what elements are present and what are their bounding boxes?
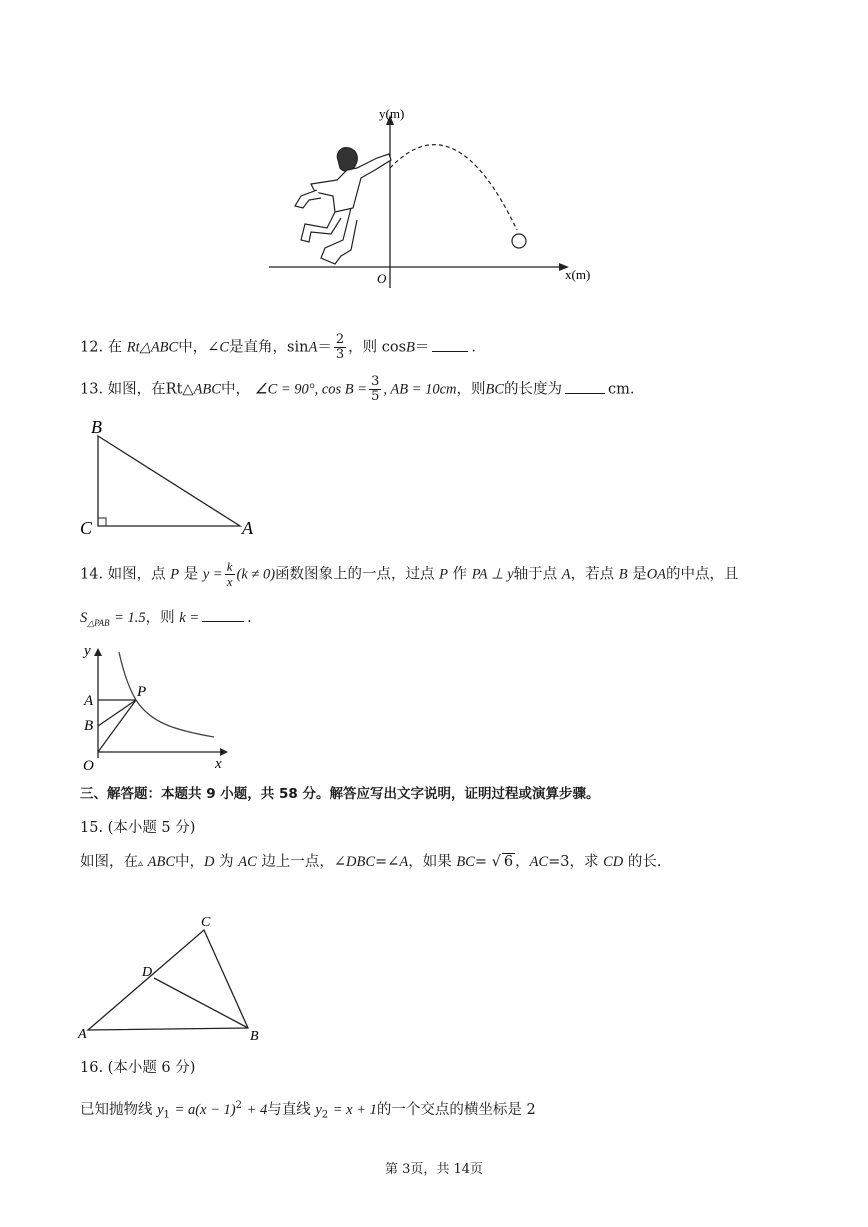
q15-triangle-figure <box>74 910 274 1050</box>
q15-b-label: B <box>250 1029 259 1044</box>
q14-p2: P <box>439 566 449 583</box>
q14-o-label: O <box>83 758 94 774</box>
question-16-header: 16. (本小题 6 分) <box>80 1060 196 1076</box>
q14-area-value: = 1.5 <box>114 610 146 626</box>
q14-func-left: y = <box>202 566 223 583</box>
q14-b-label: B <box>84 718 94 734</box>
question-15-body <box>80 852 661 874</box>
q15-d-label: D <box>142 965 153 980</box>
q12-fraction: $\frac{2}{3}$ <box>335 332 345 362</box>
q12-end: . <box>471 339 476 356</box>
q15-text1: 如图，在 <box>80 854 138 870</box>
q16-y1-sub: 1 <box>163 1109 170 1121</box>
q13-angle: ∠C = 90°, cos B = <box>254 381 368 398</box>
q13-end: . <box>629 381 635 398</box>
question-15-header: 15. (本小题 5 分) <box>80 820 196 836</box>
q14-condition: (k ≠ 0) <box>236 566 276 583</box>
q12-answer-blank[interactable] <box>432 337 468 352</box>
q13-triangle-figure <box>78 416 268 541</box>
right-angle-mark <box>98 518 106 526</box>
q15-sqrt-value: 6 <box>503 854 514 870</box>
x-axis-label: x(m) <box>565 267 591 282</box>
throw-figure <box>265 100 605 295</box>
triangle-bca <box>98 436 240 526</box>
q12-b: B <box>406 339 415 356</box>
section-3-title: 三、解答题：本题共 9 小题，共 58 分。解答应写出文字说明，证明过程或演算步骤。 <box>80 786 600 802</box>
hyperbola-curve <box>119 652 214 737</box>
q15-text8: ， <box>515 854 530 870</box>
q16-y2-sub: 2 <box>321 1109 329 1121</box>
q15-d: D <box>204 854 215 870</box>
vertex-b-label: B <box>91 417 102 437</box>
q14-perp: PA ⊥ y <box>471 566 514 583</box>
trajectory <box>390 145 517 230</box>
q16-y1: y <box>157 1101 164 1118</box>
q15-text2: 中， <box>175 854 205 870</box>
q13-bc: BC <box>485 381 505 398</box>
q15-a-label: A <box>78 1027 87 1042</box>
q16-square: 2 <box>235 1100 242 1111</box>
q14-a: A <box>561 566 571 583</box>
q12-number: 12. <box>80 339 104 356</box>
q12-triangle: Rt△ABC <box>126 339 179 356</box>
q14-line2-text: ，则 <box>145 610 175 626</box>
thrower-figure <box>295 148 391 264</box>
q14-p-label: P <box>137 684 147 700</box>
q14-text6: ，若点 <box>570 566 615 583</box>
q14-hyperbola-figure <box>78 640 238 775</box>
question-13 <box>80 375 635 404</box>
q12-mid3: ，则 cos <box>348 339 407 356</box>
vertex-c-label: C <box>80 518 93 538</box>
q12-mid2: 是直角，sin <box>229 339 309 356</box>
q14-oa: OA <box>646 566 667 583</box>
q14-fraction: $\frac{k}{x}$ <box>226 559 233 589</box>
q14-k: k = <box>179 610 200 626</box>
q13-text2: 中， <box>220 381 250 398</box>
q15-abc: ABC <box>147 854 176 870</box>
q14-text5: 轴于点 <box>513 566 558 583</box>
q14-text7: 是 <box>632 566 647 583</box>
q12-angle-c: C <box>219 339 230 356</box>
q14-b: B <box>618 566 628 583</box>
q13-text5: 的长度为 <box>504 381 563 398</box>
q12-a: A <box>308 339 318 356</box>
y-axis-label: y(m) <box>379 106 405 121</box>
q14-a-label: A <box>84 693 94 709</box>
q16-eq2: = x + 1 <box>332 1101 377 1118</box>
q12-prefix: 在 <box>107 339 123 356</box>
q14-number: 14. <box>80 566 104 583</box>
q16-plus4: + 4 <box>246 1101 268 1118</box>
vertex-a-label: A <box>242 518 253 538</box>
q14-text3: 函数图象上的一点，过点 <box>275 566 435 583</box>
q15-ac: AC <box>238 854 257 870</box>
q15-a: A <box>399 854 409 870</box>
q13-abc: ABC <box>193 381 221 398</box>
q15-text9: =3，求 <box>548 854 599 870</box>
q12-eq: ＝ <box>317 339 332 356</box>
q14-text1: 如图，点 <box>107 566 166 583</box>
q13-answer-blank[interactable] <box>565 379 605 394</box>
q14-end: . <box>247 610 252 626</box>
q12-mid1: 中，∠ <box>178 339 220 356</box>
page-footer: 第 3页，共 14页 <box>384 1162 484 1177</box>
q15-text5: =∠ <box>375 854 400 870</box>
q13-unit: cm <box>608 381 630 398</box>
q14-y-label: y <box>84 643 91 659</box>
q16-text3: 的一个交点的横坐标是 2 <box>376 1101 536 1118</box>
q14-text4: 作 <box>452 566 468 583</box>
q15-bc: BC <box>456 854 475 870</box>
q15-text6: ，如果 <box>408 854 452 870</box>
q12-eq2: ＝ <box>414 339 430 356</box>
segment-op <box>98 700 136 752</box>
q15-triangle-symbol: ▵ <box>138 858 144 869</box>
q13-text4: ，则 <box>456 381 486 398</box>
q16-y2: y <box>315 1101 322 1118</box>
segment-db <box>154 978 248 1028</box>
q16-eq1: = a(x − 1) <box>174 1101 236 1118</box>
q15-text4: 边上一点，∠ <box>261 854 347 870</box>
q15-text7: = <box>474 854 487 870</box>
origin-label: O <box>377 271 387 286</box>
q15-sqrt-sign: √ <box>491 854 501 870</box>
q15-text10: 的长. <box>627 854 662 870</box>
q14-area-s: S <box>80 610 88 626</box>
q16-text1: 已知抛物线 <box>80 1101 153 1118</box>
q14-p: P <box>170 566 180 583</box>
q16-text2: 与直线 <box>267 1101 311 1118</box>
q14-x-arrow <box>220 748 228 756</box>
q15-dbc: DBC <box>346 854 376 870</box>
q14-text8: 的中点，且 <box>666 566 739 583</box>
q14-y-arrow <box>94 648 102 656</box>
q15-cd: CD <box>603 854 624 870</box>
question-12 <box>80 333 476 362</box>
q13-ab: , AB = 10cm <box>383 381 457 398</box>
ball <box>512 234 526 248</box>
q15-c-label: C <box>201 915 211 930</box>
question-14-line2 <box>80 607 252 633</box>
q13-number: 13. <box>80 381 104 398</box>
q15-ac2: AC <box>529 854 549 870</box>
q13-text1: 如图，在Rt△ <box>107 381 194 398</box>
q15-text3: 为 <box>219 854 234 870</box>
q14-answer-blank[interactable] <box>202 607 244 622</box>
q13-fraction: $\frac{3}{5}$ <box>371 374 380 404</box>
q14-area-sub: △PAB <box>87 617 110 628</box>
q14-text2: 是 <box>183 566 199 583</box>
question-14-line1 <box>80 560 739 589</box>
segment-bp <box>98 700 136 726</box>
q14-x-label: x <box>215 756 222 772</box>
question-16-body <box>80 1096 536 1126</box>
